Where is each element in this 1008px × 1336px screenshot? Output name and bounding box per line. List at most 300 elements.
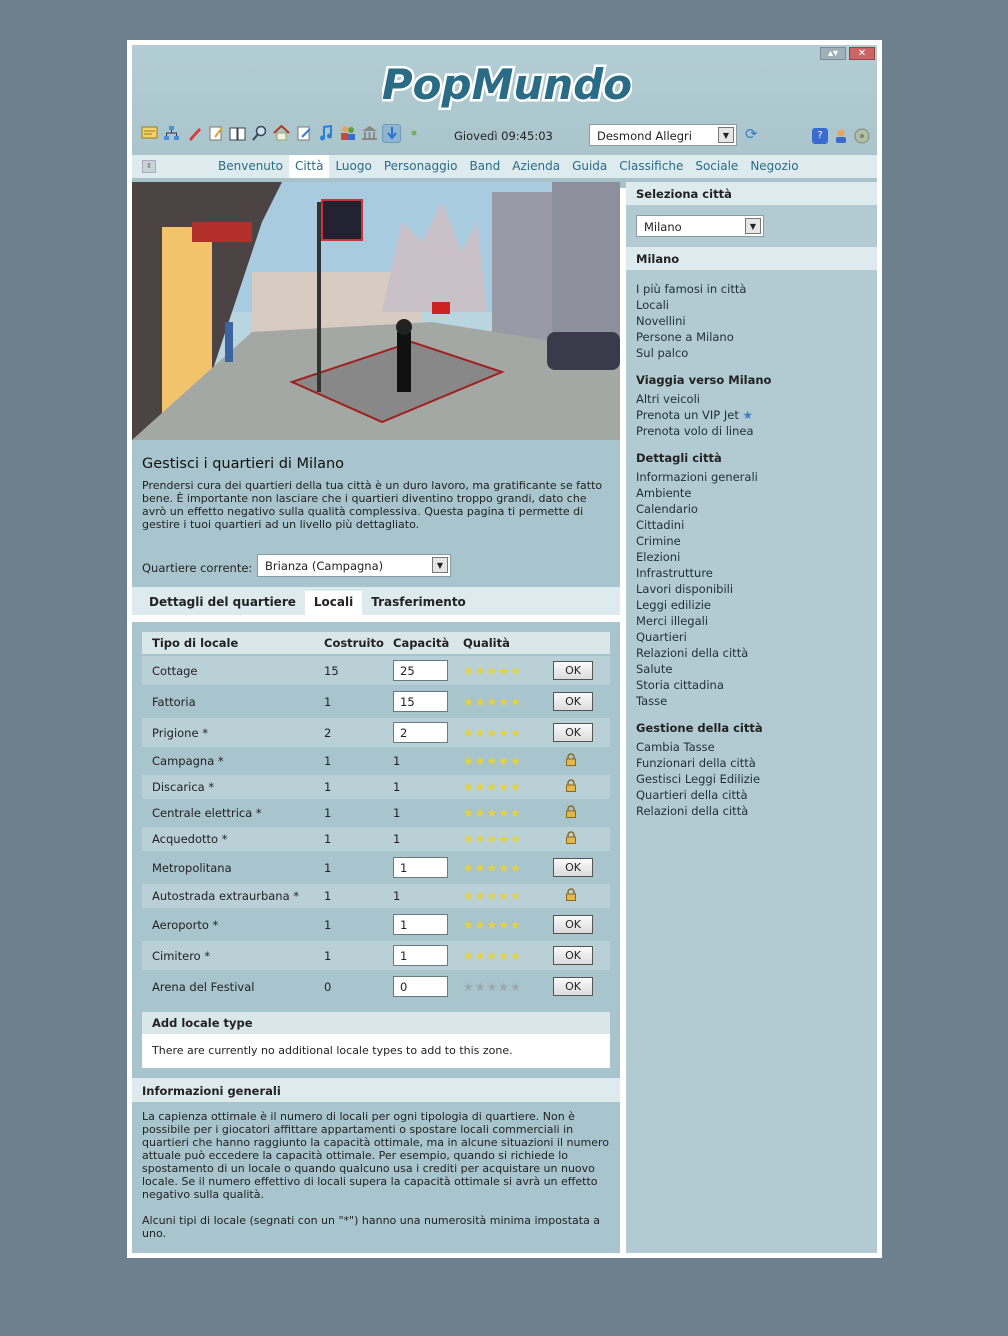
city-select[interactable] (636, 215, 764, 237)
star-icon: ★ (498, 754, 510, 768)
sidebar-link-label: Infrastrutture (636, 566, 713, 580)
city-title: Milano (626, 247, 877, 270)
main-content (132, 182, 620, 1253)
locale-built: 0 (324, 979, 332, 994)
sidebar-link[interactable] (636, 565, 867, 581)
game-clock: Giovedì 09:45:03 (454, 129, 553, 143)
locale-type: Prigione * (152, 725, 208, 740)
sidebar-link[interactable] (636, 517, 867, 533)
district-label: Quartiere corrente: (142, 561, 253, 575)
capacity-cell (393, 857, 463, 878)
star-icon: ★ (474, 860, 486, 875)
ok-button[interactable]: OK (553, 661, 593, 680)
lock-icon (565, 888, 577, 901)
star-icon: ★ (498, 694, 510, 709)
capacity-input[interactable]: 2 (393, 722, 448, 743)
ok-button[interactable]: OK (553, 915, 593, 934)
chevron-down-icon[interactable]: ▼ (745, 218, 761, 234)
table-row (142, 773, 610, 799)
capacity-input[interactable]: 15 (393, 691, 448, 712)
star-icon: ★ (510, 663, 521, 678)
sidebar-link-label: Prenota un VIP Jet (636, 408, 739, 422)
sidebar-link-label: Storia cittadina (636, 678, 724, 692)
sidebar-group-title: Viaggia verso Milano (636, 373, 772, 387)
character-select-value: Desmond Allegri (597, 129, 692, 143)
table-row (142, 799, 610, 825)
sidebar-link-label: Relazioni della città (636, 646, 749, 660)
star-icon: ★ (463, 889, 474, 903)
nav-item-3[interactable]: Personaggio (383, 159, 458, 173)
sidebar-link-label: Cambia Tasse (636, 740, 715, 754)
sidebar-link-label: Quartieri (636, 630, 687, 644)
locale-type: Cottage (152, 663, 198, 678)
tab-0[interactable]: Dettagli del quartiere (149, 595, 296, 609)
vip-star-icon: ★ (738, 408, 753, 422)
sidebar-link-label: Crimine (636, 534, 681, 548)
svg-text:PopMundo: PopMundo (382, 60, 632, 109)
locale-built: 1 (324, 806, 332, 820)
nav-item-5[interactable]: Azienda (512, 159, 561, 173)
quality-stars (463, 919, 553, 931)
star-icon: ★ (486, 780, 498, 794)
locale-type: Campagna * (152, 754, 224, 768)
sidebar-group (626, 281, 877, 361)
star-icon: ★ (510, 806, 521, 820)
star-icon: ★ (486, 832, 498, 846)
capacity-cell: 1 (393, 806, 401, 820)
action-cell (553, 692, 610, 711)
add-locale-title: Add locale type (142, 1012, 610, 1034)
sidebar-link[interactable] (636, 755, 867, 771)
nav-item-6[interactable]: Guida (572, 159, 608, 173)
sidebar-link-label: Novellini (636, 314, 686, 328)
info-text (142, 1110, 612, 1240)
star-icon: ★ (510, 889, 521, 903)
star-icon: ★ (498, 780, 510, 794)
star-icon: ★ (510, 780, 521, 794)
sidebar-link[interactable] (636, 469, 867, 485)
header-built: Costruito (324, 636, 384, 650)
music-icon[interactable] (316, 124, 335, 143)
right-icons (812, 128, 870, 144)
book-icon[interactable] (228, 124, 247, 143)
star-icon: ★ (463, 694, 474, 709)
sidebar-link[interactable] (636, 645, 867, 661)
quality-cell (463, 981, 553, 993)
chevron-down-icon[interactable]: ▼ (718, 127, 734, 143)
star-icon: ★ (474, 889, 486, 903)
capacity-input[interactable]: 0 (393, 976, 448, 997)
sidebar-link-label: Prenota volo di linea (636, 424, 754, 438)
sidebar-link[interactable] (636, 677, 867, 693)
star-icon: ★ (510, 694, 521, 709)
add-locale-text: There are currently no additional locale types to add to this zone. (142, 1034, 610, 1068)
action-cell (553, 805, 610, 821)
nav-item-9[interactable]: Negozio (750, 159, 799, 173)
help-icon[interactable]: ? (812, 128, 828, 144)
sidebar-link[interactable] (636, 345, 867, 361)
edit-icon[interactable] (294, 124, 313, 143)
sidebar-link[interactable] (636, 391, 867, 407)
sidebar-link[interactable] (636, 407, 867, 423)
info-title: Informazioni generali (132, 1078, 620, 1102)
sidebar-link-label: Persone a Milano (636, 330, 734, 344)
nav-items (212, 155, 805, 178)
capacity-cell (393, 691, 463, 712)
ok-button[interactable]: OK (553, 858, 593, 877)
quality-stars (463, 665, 553, 677)
sidebar-link-label: Locali (636, 298, 670, 312)
sidebar-link-label: Calendario (636, 502, 698, 516)
capacity-cell (393, 722, 463, 743)
header-type: Tipo di locale (152, 636, 239, 650)
sidebar-link[interactable] (636, 661, 867, 677)
quality-cell (463, 755, 553, 767)
sidebar-link-label: Sul palco (636, 346, 689, 360)
star-icon: ★ (510, 979, 521, 994)
quality-stars (463, 950, 553, 962)
star-icon: ★ (486, 979, 498, 994)
star-icon: ★ (498, 917, 510, 932)
action-cell (553, 831, 610, 847)
small-green-icon[interactable] (404, 124, 423, 143)
sidebar-link-label: Salute (636, 662, 673, 676)
sidebar-link-label: Lavori disponibili (636, 582, 734, 596)
locale-built: 1 (324, 754, 332, 768)
sidebar-link-label: Altri veicoli (636, 392, 700, 406)
sidebar-link-label: Merci illegali (636, 614, 709, 628)
diary-icon[interactable] (184, 124, 203, 143)
ok-button[interactable]: OK (553, 946, 593, 965)
header-capacity: Capacità (393, 636, 450, 650)
info-paragraph-2: Alcuni tipi di locale (segnati con un "*") hanno una numerosità minima impostata a uno. (142, 1214, 601, 1240)
locale-built: 1 (324, 948, 332, 963)
intro-text: Prendersi cura dei quartieri della tua città è un duro lavoro, ma gratificante se fatto bene. È importante non lasciare che i quartieri diventino troppo grandi, dato che avrò un effetto negativo sulla qualità complessiva. Questa pagina ti permette di gestire i tuoi quartieri ad un livello più dettagliato. (142, 479, 603, 531)
action-cell (553, 915, 610, 934)
star-icon: ★ (463, 832, 474, 846)
lock-icon (565, 779, 577, 792)
sidebar-link-label: Informazioni generali (636, 470, 758, 484)
star-icon: ★ (498, 889, 510, 903)
ok-button[interactable]: OK (553, 977, 593, 996)
minimize-button[interactable]: ▴▾ (820, 47, 846, 60)
action-cell (553, 779, 610, 795)
star-icon: ★ (510, 948, 521, 963)
arrow-down-icon[interactable] (382, 124, 401, 143)
quality-stars (463, 696, 553, 708)
star-icon: ★ (498, 806, 510, 820)
locale-type: Discarica * (152, 780, 215, 794)
sidebar-link-label: Funzionari della città (636, 756, 756, 770)
star-icon: ★ (463, 806, 474, 820)
chevron-down-icon[interactable]: ▼ (432, 557, 448, 573)
quality-cell (463, 862, 553, 874)
star-icon: ★ (498, 948, 510, 963)
locale-type: Centrale elettrica * (152, 806, 262, 820)
star-icon: ★ (474, 948, 486, 963)
table-row (142, 851, 610, 882)
sidebar-link-label: I più famosi in città (636, 282, 747, 296)
star-icon: ★ (463, 754, 474, 768)
star-icon: ★ (474, 917, 486, 932)
star-icon: ★ (510, 832, 521, 846)
quality-cell (463, 833, 553, 845)
locale-built: 1 (324, 694, 332, 709)
star-icon: ★ (498, 663, 510, 678)
header-quality: Qualità (463, 636, 510, 650)
action-cell (553, 977, 610, 996)
star-icon: ★ (474, 832, 486, 846)
toolbar (140, 121, 423, 145)
sidebar-link[interactable] (636, 629, 867, 645)
action-cell (553, 723, 610, 742)
city-select-value: Milano (644, 220, 682, 234)
locale-type: Fattoria (152, 694, 196, 709)
capacity-cell (393, 660, 463, 681)
table-row (142, 685, 610, 716)
star-icon: ★ (486, 725, 498, 740)
action-cell (553, 661, 610, 680)
search-icon[interactable] (250, 124, 269, 143)
capacity-cell (393, 976, 463, 997)
sidebar-group (626, 373, 877, 439)
capacity-cell (393, 945, 463, 966)
table-row (142, 654, 610, 685)
sidebar-link[interactable] (636, 313, 867, 329)
table-row (142, 939, 610, 970)
table-row (142, 908, 610, 939)
quality-cell (463, 696, 553, 708)
sidebar-group (626, 451, 877, 709)
star-icon: ★ (463, 663, 474, 678)
sidebar-link[interactable] (636, 803, 867, 819)
capacity-input[interactable]: 1 (393, 945, 448, 966)
table-row (142, 825, 610, 851)
nav-collapse-icon[interactable]: ⇕ (142, 160, 156, 173)
quality-stars (463, 981, 553, 993)
sidebar-link[interactable] (636, 297, 867, 313)
popmundo-logo[interactable] (382, 55, 632, 115)
locale-built: 15 (324, 663, 339, 678)
star-icon: ★ (486, 917, 498, 932)
star-icon: ★ (474, 806, 486, 820)
people-icon[interactable] (338, 124, 357, 143)
quality-cell (463, 890, 553, 902)
star-icon: ★ (498, 725, 510, 740)
sidebar-groups (626, 281, 877, 819)
capacity-cell: 1 (393, 832, 401, 846)
nav-item-4[interactable]: Band (469, 159, 501, 173)
tab-divider (132, 615, 620, 622)
star-icon: ★ (486, 694, 498, 709)
quality-cell (463, 727, 553, 739)
sidebar-link[interactable] (636, 501, 867, 517)
lock-icon (565, 805, 577, 818)
bank-icon[interactable] (360, 124, 379, 143)
table-body (142, 654, 610, 1001)
star-icon: ★ (486, 806, 498, 820)
star-icon: ★ (486, 754, 498, 768)
quality-stars (463, 807, 553, 819)
quality-cell (463, 781, 553, 793)
sidebar-link[interactable] (636, 533, 867, 549)
sidebar-link[interactable] (636, 423, 867, 439)
star-icon: ★ (510, 725, 521, 740)
radiation-icon[interactable] (854, 128, 870, 144)
sidebar-link[interactable] (636, 771, 867, 787)
star-icon: ★ (510, 754, 521, 768)
capacity-cell: 1 (393, 754, 401, 768)
sidebar-link[interactable] (636, 329, 867, 345)
sidebar-link-label: Ambiente (636, 486, 692, 500)
sidebar-link-label: Quartieri della città (636, 788, 748, 802)
nav-item-2[interactable]: Luogo (335, 159, 372, 173)
locale-built: 1 (324, 889, 332, 903)
sidebar-link[interactable] (636, 787, 867, 803)
action-cell (553, 946, 610, 965)
ok-button[interactable]: OK (553, 723, 593, 742)
nav-item-7[interactable]: Classifiche (619, 159, 684, 173)
table-row (142, 970, 610, 1001)
star-icon: ★ (486, 948, 498, 963)
sidebar-link[interactable] (636, 597, 867, 613)
page-title: Gestisci i quartieri di Milano (142, 456, 345, 472)
locale-built: 1 (324, 780, 332, 794)
star-icon: ★ (474, 754, 486, 768)
locale-built: 1 (324, 832, 332, 846)
quality-stars (463, 755, 553, 767)
nav-item-8[interactable]: Sociale (695, 159, 739, 173)
sidebar-link[interactable] (636, 693, 867, 709)
star-icon: ★ (498, 979, 510, 994)
capacity-cell: 1 (393, 780, 401, 794)
star-icon: ★ (474, 663, 486, 678)
tab-2[interactable]: Trasferimento (371, 595, 466, 609)
locale-built: 1 (324, 860, 332, 875)
quality-cell (463, 919, 553, 931)
city-illustration (132, 182, 620, 440)
sidebar-link[interactable] (636, 549, 867, 565)
star-icon: ★ (498, 832, 510, 846)
locale-type: Aeroporto * (152, 917, 219, 932)
star-icon: ★ (474, 694, 486, 709)
sidebar-link-label: Cittadini (636, 518, 685, 532)
character-select[interactable] (589, 124, 737, 146)
locale-built: 1 (324, 917, 332, 932)
add-locale-box (142, 1012, 610, 1068)
action-cell (553, 753, 610, 769)
sidebar-link[interactable] (636, 581, 867, 597)
sidebar-group (626, 721, 877, 819)
district-select[interactable] (257, 554, 451, 577)
refresh-icon[interactable]: ⟳ (745, 125, 758, 143)
star-icon: ★ (474, 979, 486, 994)
main-nav (132, 155, 877, 178)
table-row (142, 716, 610, 747)
capacity-cell (393, 914, 463, 935)
user-icon[interactable] (833, 128, 849, 144)
quality-cell (463, 807, 553, 819)
sidebar-link[interactable] (636, 485, 867, 501)
star-icon: ★ (463, 917, 474, 932)
sidebar (626, 182, 877, 1253)
capacity-input[interactable]: 1 (393, 857, 448, 878)
lock-icon (565, 753, 577, 766)
sidebar-link[interactable] (636, 739, 867, 755)
quality-stars (463, 833, 553, 845)
star-icon: ★ (474, 725, 486, 740)
sidebar-link-label: Gestisci Leggi Edilizie (636, 772, 761, 786)
lock-icon (565, 831, 577, 844)
locale-type: Cimitero * (152, 948, 211, 963)
action-cell (553, 858, 610, 877)
tab-1[interactable]: Locali (305, 591, 362, 615)
district-tabs (132, 587, 620, 615)
messages-icon[interactable] (140, 124, 159, 143)
locale-built: 2 (324, 725, 332, 740)
star-icon: ★ (463, 948, 474, 963)
locale-type: Autostrada extraurbana * (152, 889, 300, 903)
close-button[interactable]: ✕ (849, 47, 875, 60)
quality-cell (463, 950, 553, 962)
quality-stars (463, 862, 553, 874)
table-row (142, 882, 610, 908)
star-icon: ★ (498, 860, 510, 875)
page-frame (127, 40, 882, 1258)
sidebar-group-title: Gestione della città (636, 721, 763, 735)
star-icon: ★ (510, 860, 521, 875)
district-select-value: Brianza (Campagna) (265, 559, 384, 573)
locale-table (142, 632, 610, 1001)
sidebar-link-label: Tasse (636, 694, 668, 708)
star-icon: ★ (463, 780, 474, 794)
notes-icon[interactable] (206, 124, 225, 143)
star-icon: ★ (510, 917, 521, 932)
star-icon: ★ (486, 663, 498, 678)
star-icon: ★ (463, 725, 474, 740)
home-icon[interactable] (272, 124, 291, 143)
sidebar-link-label: Elezioni (636, 550, 681, 564)
locale-type: Arena del Festival (152, 979, 255, 994)
select-city-title: Seleziona città (626, 182, 877, 205)
sidebar-group-title: Dettagli città (636, 451, 722, 465)
quality-stars (463, 727, 553, 739)
table-row (142, 747, 610, 773)
network-icon[interactable] (162, 124, 181, 143)
capacity-input[interactable]: 25 (393, 660, 448, 681)
sidebar-link-label: Leggi edilizie (636, 598, 711, 612)
ok-button[interactable]: OK (553, 692, 593, 711)
locale-type: Acquedotto * (152, 832, 228, 846)
quality-stars (463, 890, 553, 902)
capacity-input[interactable]: 1 (393, 914, 448, 935)
star-icon: ★ (486, 860, 498, 875)
sidebar-link-label: Relazioni della città (636, 804, 749, 818)
star-icon: ★ (486, 889, 498, 903)
nav-item-0[interactable]: Benvenuto (218, 159, 283, 173)
nav-item-1[interactable]: Città (289, 155, 329, 178)
sidebar-link[interactable] (636, 613, 867, 629)
info-paragraph-1: La capienza ottimale è il numero di locali per ogni tipologia di quartiere. Non è possibile per i giocatori affittare appartamenti o spostare locali commerciali in quartieri che hanno raggiunto la capacità ottimale, ma in alcune situazioni il numero attuale può eccedere la capacità ottimale. Per esempio, quando si richiede lo spostamento di un locale o quando qualcuno usa i crediti per acquistare un nuovo locale. Se il numero effettivo di locali supera la capacità ottimale si avrà un effetto negativo sulla qualità. (142, 1110, 609, 1201)
quality-cell (463, 665, 553, 677)
sidebar-link[interactable] (636, 281, 867, 297)
locale-type: Metropolitana (152, 860, 232, 875)
table-header (142, 632, 610, 654)
star-icon: ★ (463, 979, 474, 994)
quality-stars (463, 781, 553, 793)
capacity-cell: 1 (393, 889, 401, 903)
star-icon: ★ (463, 860, 474, 875)
